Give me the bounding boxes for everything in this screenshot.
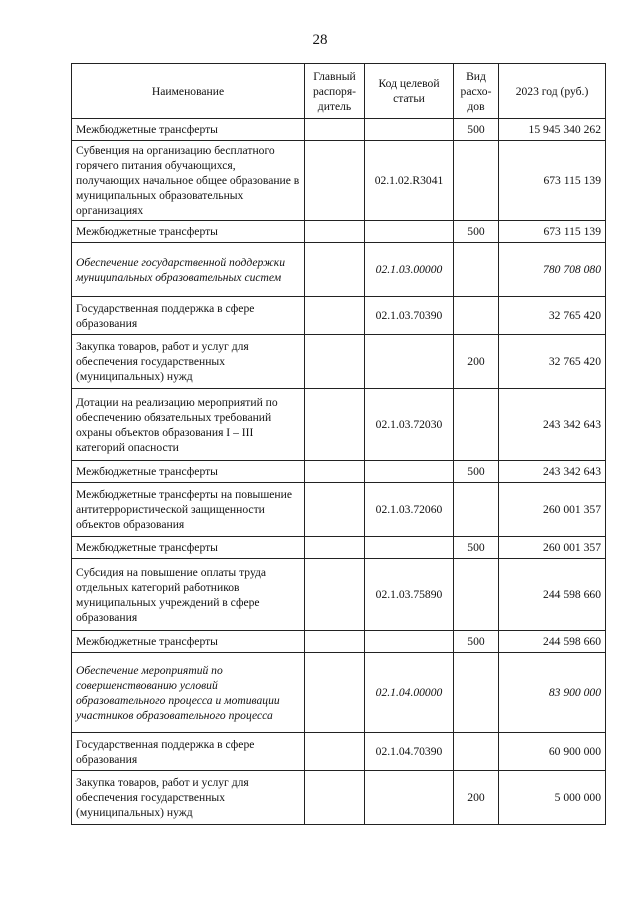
cell-owner [305,119,365,141]
table-row [72,141,606,221]
table-row [72,221,606,243]
cell-code [365,537,454,559]
cell-owner [305,733,365,771]
cell-type: 500 [454,119,499,141]
table-row [72,461,606,483]
cell-amount: 83 900 000 [499,653,606,733]
cell-name: Межбюджетные трансферты [72,537,305,559]
cell-code: 02.1.03.72060 [365,483,454,537]
cell-amount: 260 001 357 [499,537,606,559]
table-row [72,631,606,653]
cell-name: Межбюджетные трансферты [72,461,305,483]
cell-name: Субсидия на повышение оплаты труда отдельных категорий работников муниципальных учреждений в сфере образования [72,559,305,631]
cell-amount: 32 765 420 [499,297,606,335]
cell-amount: 673 115 139 [499,221,606,243]
cell-owner [305,559,365,631]
header-amount: 2023 год (руб.) [499,64,606,119]
cell-name: Государственная поддержка в сфере образования [72,297,305,335]
cell-code [365,771,454,825]
cell-type: 200 [454,771,499,825]
cell-name: Межбюджетные трансферты [72,631,305,653]
cell-owner [305,335,365,389]
cell-name: Межбюджетные трансферты [72,221,305,243]
cell-code: 02.1.03.75890 [365,559,454,631]
cell-amount: 32 765 420 [499,335,606,389]
cell-code: 02.1.03.00000 [365,243,454,297]
cell-type [454,297,499,335]
cell-owner [305,221,365,243]
cell-amount: 244 598 660 [499,559,606,631]
cell-owner [305,141,365,221]
budget-table [71,63,606,825]
header-owner: Главный распоря-дитель [305,64,365,119]
cell-name: Межбюджетные трансферты [72,119,305,141]
cell-owner [305,771,365,825]
cell-owner [305,297,365,335]
cell-type: 500 [454,221,499,243]
cell-code: 02.1.04.70390 [365,733,454,771]
cell-owner [305,243,365,297]
table-row [72,559,606,631]
cell-code [365,461,454,483]
header-name: Наименование [72,64,305,119]
cell-code [365,221,454,243]
cell-type [454,141,499,221]
cell-name: Субвенция на организацию бесплатного горячего питания обучающихся, получающих начальное общее образование в муниципальных образовательных организациях [72,141,305,221]
header-code: Код целевой статьи [365,64,454,119]
cell-code: 02.1.03.72030 [365,389,454,461]
cell-type [454,733,499,771]
cell-amount: 15 945 340 262 [499,119,606,141]
cell-type: 200 [454,335,499,389]
cell-amount: 243 342 643 [499,461,606,483]
cell-name: Закупка товаров, работ и услуг для обеспечения государственных (муниципальных) нужд [72,335,305,389]
cell-amount: 243 342 643 [499,389,606,461]
table-row [72,297,606,335]
cell-amount: 260 001 357 [499,483,606,537]
cell-owner [305,653,365,733]
cell-owner [305,389,365,461]
cell-type: 500 [454,461,499,483]
page-number: 28 [312,32,328,48]
cell-type [454,483,499,537]
cell-amount: 60 900 000 [499,733,606,771]
table-row [72,335,606,389]
cell-amount: 5 000 000 [499,771,606,825]
cell-name: Государственная поддержка в сфере образования [72,733,305,771]
cell-name: Дотации на реализацию мероприятий по обеспечению обязательных требований охраны объектов образования I – III категорий опасности [72,389,305,461]
table-row [72,653,606,733]
cell-code: 02.1.03.70390 [365,297,454,335]
cell-type: 500 [454,631,499,653]
cell-type: 500 [454,537,499,559]
table-row [72,389,606,461]
table-header-row [72,64,606,119]
cell-amount: 244 598 660 [499,631,606,653]
table-body [72,119,606,825]
cell-name: Закупка товаров, работ и услуг для обеспечения государственных (муниципальных) нужд [72,771,305,825]
header-type: Вид расхо-дов [454,64,499,119]
cell-code [365,119,454,141]
cell-name: Обеспечение государственной поддержки муниципальных образовательных систем [72,243,305,297]
cell-owner [305,461,365,483]
cell-code: 02.1.02.R3041 [365,141,454,221]
cell-owner [305,483,365,537]
cell-type [454,389,499,461]
table-row [72,537,606,559]
cell-code [365,631,454,653]
cell-type [454,559,499,631]
cell-owner [305,537,365,559]
cell-type [454,653,499,733]
cell-code: 02.1.04.00000 [365,653,454,733]
table-row [72,483,606,537]
cell-owner [305,631,365,653]
cell-name: Обеспечение мероприятий по совершенствованию условий образовательного процесса и мотивации участников образовательного процесса [72,653,305,733]
cell-amount: 673 115 139 [499,141,606,221]
table-row [72,733,606,771]
table-row [72,119,606,141]
table-row [72,771,606,825]
table-row [72,243,606,297]
cell-amount: 780 708 080 [499,243,606,297]
cell-type [454,243,499,297]
cell-name: Межбюджетные трансферты на повышение антитеррористической защищенности объектов образования [72,483,305,537]
cell-code [365,335,454,389]
